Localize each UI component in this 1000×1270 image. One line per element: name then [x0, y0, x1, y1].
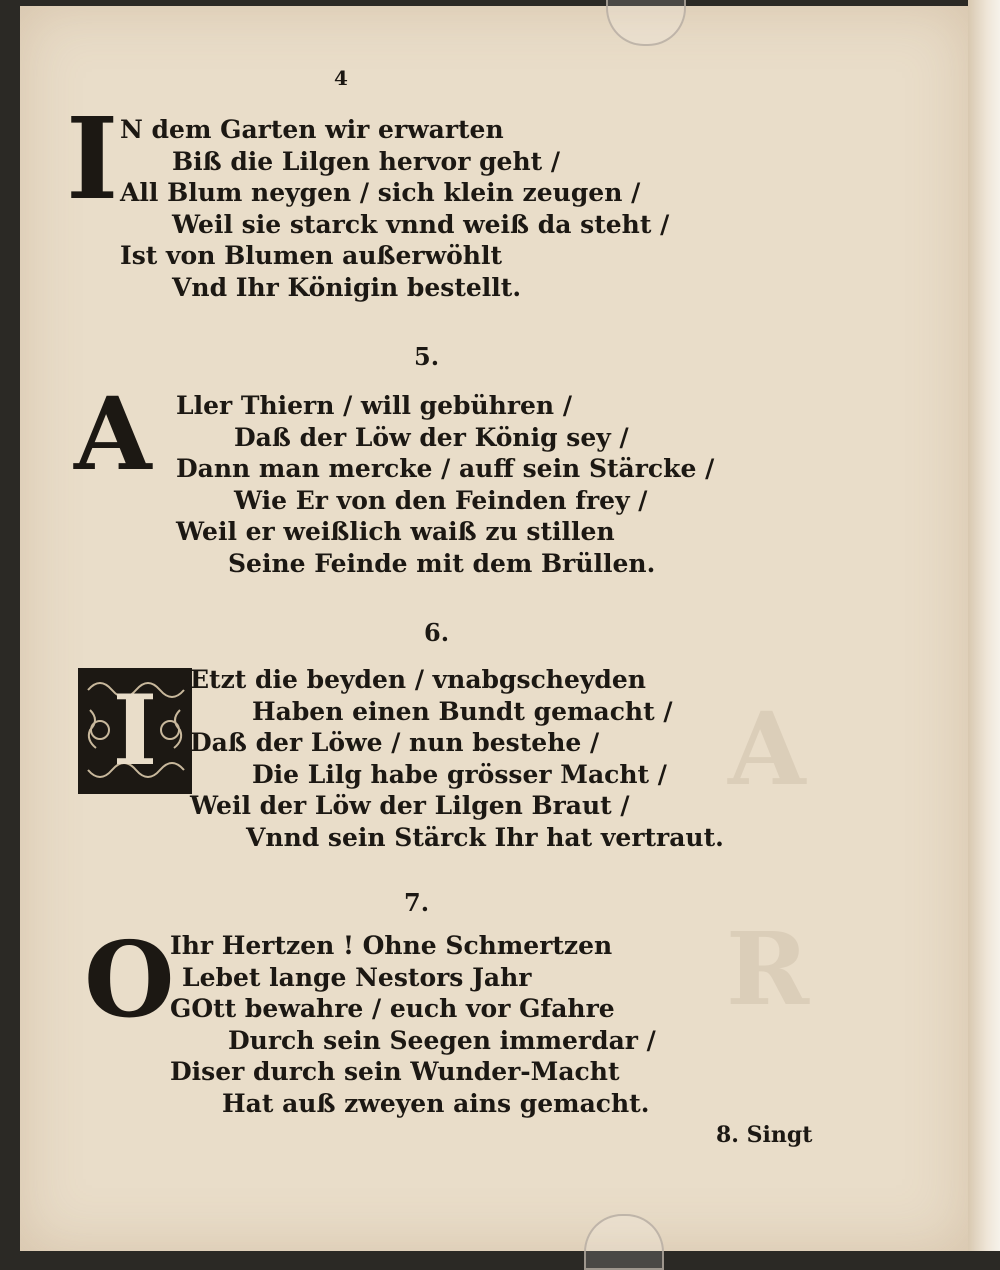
- verse-line: Die Lilg habe grösser Macht /: [252, 759, 667, 789]
- verse-line: GOtt bewahre / euch vor Gfahre: [170, 994, 615, 1023]
- verse-line: Seine Feinde mit dem Brüllen.: [228, 548, 656, 578]
- verse-line: Haben einen Bundt gemacht /: [252, 696, 673, 726]
- drop-cap: O: [84, 918, 175, 1041]
- verse-line: Weil er weißlich waiß zu stillen: [176, 517, 615, 546]
- show-through-letter: R: [726, 910, 810, 1028]
- verse-line: Weil sie starck vnnd weiß da steht /: [172, 209, 670, 239]
- verse-line: Durch sein Seegen immerdar /: [228, 1025, 656, 1055]
- verse-line: Hat auß zweyen ains gemacht.: [222, 1088, 650, 1118]
- verse-line: All Blum neygen / sich klein zeugen /: [120, 178, 641, 207]
- stanza-number: 6.: [424, 618, 450, 647]
- drop-cap: I: [66, 94, 119, 225]
- page-edge: [968, 0, 1000, 1251]
- verse-line: Ihr Hertzen ! Ohne Schmertzen: [170, 931, 613, 960]
- verse-line: Ist von Blumen außerwöhlt: [120, 241, 503, 270]
- page-marker: 4: [334, 66, 348, 90]
- verse-line: Ller Thiern / will gebühren /: [176, 391, 572, 420]
- verse-line: N dem Garten wir erwarten: [120, 115, 504, 144]
- ornamental-initial: [78, 668, 192, 794]
- ornament-letter: I: [112, 674, 158, 787]
- verse-line: Wie Er von den Feinden frey /: [234, 485, 648, 515]
- verse-line: Vnd Ihr Königin bestellt.: [172, 272, 522, 302]
- verse-line: Daß der Löwe / nun bestehe /: [190, 728, 600, 757]
- show-through-letter: A: [728, 690, 806, 808]
- stanza-text: [170, 930, 656, 1119]
- verse-line: Etzt die beyden / vnabgscheyden: [190, 665, 646, 694]
- verse-line: Diser durch sein Wunder-Macht: [170, 1057, 620, 1086]
- stanza-text: [176, 390, 714, 579]
- verse-line: Vnnd sein Stärck Ihr hat vertraut.: [246, 822, 724, 852]
- verse-line: Lebet lange Nestors Jahr: [182, 962, 532, 992]
- stanza-number: 5.: [414, 342, 440, 371]
- stanza-text: [120, 114, 669, 303]
- catchword: 8. Singt: [716, 1122, 813, 1148]
- drop-cap: A: [74, 375, 152, 493]
- verse-line: Biß die Lilgen hervor geht /: [172, 146, 561, 176]
- verse-line: Daß der Löw der König sey /: [234, 422, 629, 452]
- stanza-text: [190, 664, 724, 853]
- verse-line: Dann man mercke / auff sein Stärcke /: [176, 454, 715, 483]
- verse-line: Weil der Löw der Lilgen Braut /: [190, 791, 630, 820]
- stanza-number: 7.: [404, 888, 430, 917]
